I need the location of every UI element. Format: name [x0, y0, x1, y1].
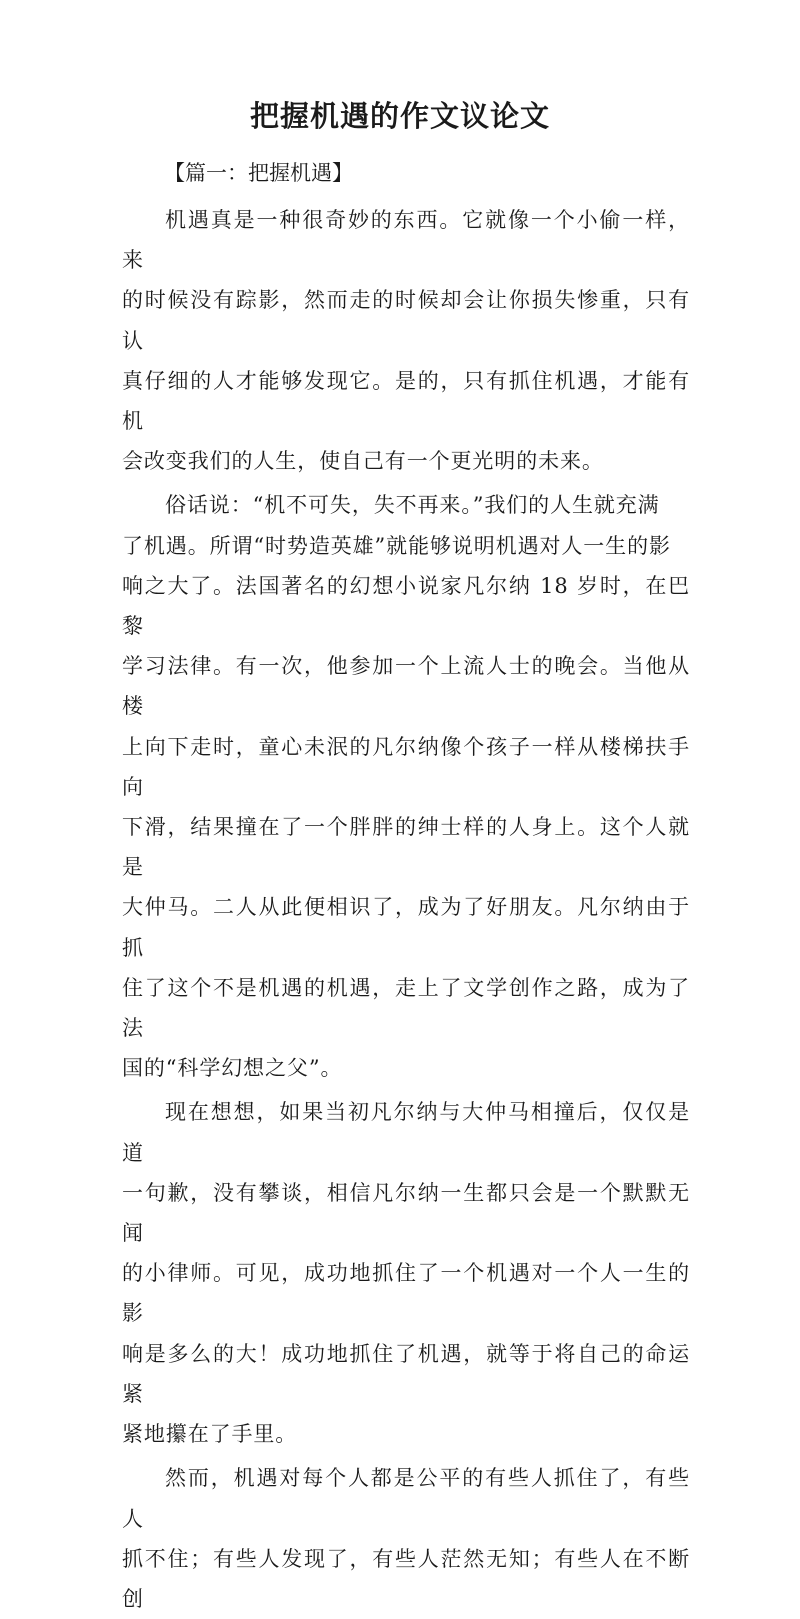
paragraph: 俗话说：“机不可失，失不再来。”我们的人生就充满 了机遇。所谓“时势造英雄”就能够说明机遇对人一生的影 响之大了。法国著名的幻想小说家凡尔纳 18 岁时，在巴黎 学习法律。有一次，他参加一个上流人士的晚会。当他从楼 上向下走时，童心未泯的凡尔纳像个孩子一样从楼梯扶手向 下滑，结果撞在了一个胖胖的绅士样的人身上。这个人就是 大仲马。二人从此便相识了，成为了好朋友。凡尔纳由于抓 住了这个不是机遇的机遇，走上了文学创作之路，成为了法 国的“科学幻想之父”。 [122, 493, 690, 1081]
paragraph: 现在想想，如果当初凡尔纳与大仲马相撞后，仅仅是道 一句歉，没有攀谈，相信凡尔纳一生都只会是一个默默无闻 的小律师。可见，成功地抓住了一个机遇对一个人一生的影 响是多么的大！成功地抓住了机遇，就等于将自己的命运紧 紧地攥在了手里。 [122, 1100, 690, 1447]
section-heading: 【篇一：把握机遇】 [164, 161, 353, 185]
paragraph: 机遇真是一种很奇妙的东西。它就像一个小偷一样，来 的时候没有踪影，然而走的时候却会让你损失惨重，只有认 真仔细的人才能够发现它。是的，只有抓住机遇，才能有机 会改变我们的人生，使自己有一个更光明的未来。 [122, 208, 690, 474]
document-body [122, 200, 690, 1619]
paragraph: 然而，机遇对每个人都是公平的有些人抓住了，有些人 抓不住；有些人发现了，有些人茫然无知；有些人在不断创 [122, 1466, 690, 1611]
document-title: 把握机遇的作文议论文 [249, 99, 550, 133]
